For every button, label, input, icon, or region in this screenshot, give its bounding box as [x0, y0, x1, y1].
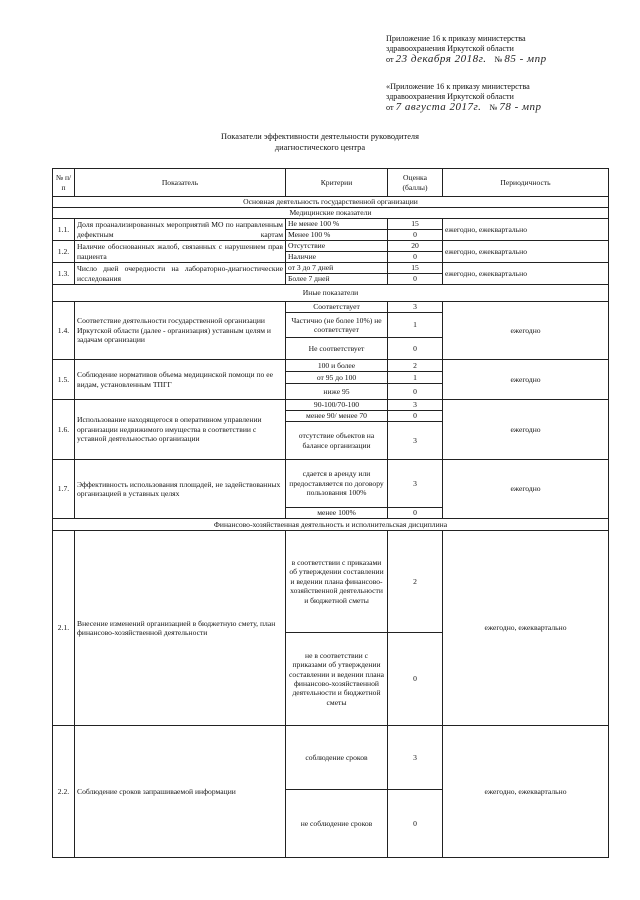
row-2-1-period: ежегодно, ежеквартально	[443, 531, 609, 726]
row-1-2-criterion-1: Отсутствие	[286, 241, 388, 252]
row-1-1-criterion-2: Менее 100 %	[286, 230, 388, 241]
row-1-6-num: 1.6.	[53, 400, 75, 460]
annex2-no: №	[489, 103, 498, 112]
row-1-3-score-1: 15	[388, 263, 443, 274]
row-2-2-score-1: 3	[388, 726, 443, 790]
title-line2: диагностического центра	[274, 143, 366, 152]
row-1-5-score-1: 2	[388, 360, 443, 372]
annex-block-1	[386, 34, 616, 65]
row-1-5-name: Соблюдение нормативов объема медицинской помощи по ее видам, установленным ТПГГ	[75, 360, 286, 400]
annex1-line1: Приложение 16 к приказу министерства	[386, 34, 526, 43]
row-2-1-criterion-1: в соответствии с приказами об утверждении составлении и ведении плана финансово-хозяйственной деятельности и бюджетной сметы	[286, 531, 388, 633]
document-title	[0, 131, 640, 153]
row-1-7-name: Эффективность использования площадей, не задействованных организацией в уставных целях	[75, 460, 286, 519]
annex2-date-handwritten: 7 августа 2017г.	[395, 101, 482, 113]
row-1-3-criterion-2: Более 7 дней	[286, 274, 388, 285]
row-1-5-criterion-2: от 95 до 100	[286, 372, 388, 384]
row-1-4-criterion-1: Соответствует	[286, 302, 388, 313]
row-1-2-score-2: 0	[388, 252, 443, 263]
row-1-5-score-2: 1	[388, 372, 443, 384]
table-row	[53, 460, 609, 508]
row-1-6-name: Использование находящегося в оперативном управлении организации недвижимого имущества в соответствии с уставной деятельностью организации	[75, 400, 286, 460]
table-row	[53, 219, 609, 230]
row-1-5-period: ежегодно	[443, 360, 609, 400]
row-1-1-period: ежегодно, ежеквартально	[443, 219, 609, 241]
row-2-1-score-2: 0	[388, 633, 443, 726]
annex1-from: от	[386, 55, 394, 64]
row-2-2-criterion-1: соблюдение сроков	[286, 726, 388, 790]
row-1-6-criterion-3: отсутствие объектов на балансе организации	[286, 422, 388, 460]
row-1-6-score-2: 0	[388, 411, 443, 422]
annex2-number-handwritten: 78 - мпр	[499, 101, 542, 113]
row-1-5-num: 1.5.	[53, 360, 75, 400]
section-finance: Финансово-хозяйственная деятельность и исполнительская дисциплина	[53, 519, 609, 531]
row-1-7-period: ежегодно	[443, 460, 609, 519]
row-1-2-num: 1.2.	[53, 241, 75, 263]
annex2-line2: здравоохранения Иркутской области	[386, 92, 514, 101]
table-header-row	[53, 169, 609, 197]
row-2-1-num: 2.1.	[53, 531, 75, 726]
row-1-6-score-1: 3	[388, 400, 443, 411]
row-1-4-num: 1.4.	[53, 302, 75, 360]
row-1-3-period: ежегодно, ежеквартально	[443, 263, 609, 285]
row-1-7-score-2: 0	[388, 508, 443, 519]
header-num: № п/п	[53, 169, 75, 197]
row-1-7-num: 1.7.	[53, 460, 75, 519]
row-1-4-score-3: 0	[388, 338, 443, 360]
table-row	[53, 531, 609, 633]
row-1-1-criterion-1: Не менее 100 %	[286, 219, 388, 230]
row-1-1-score-2: 0	[388, 230, 443, 241]
row-1-5-criterion-1: 100 и более	[286, 360, 388, 372]
table-row	[53, 263, 609, 274]
row-1-3-criterion-1: от 3 до 7 дней	[286, 263, 388, 274]
title-line1: Показатели эффективности деятельности руководителя	[221, 132, 419, 141]
row-2-2-criterion-2: не соблюдение сроков	[286, 790, 388, 858]
header-score: Оценка (баллы)	[388, 169, 443, 197]
table-row	[53, 302, 609, 313]
row-1-6-score-3: 3	[388, 422, 443, 460]
row-2-2-num: 2.2.	[53, 726, 75, 858]
table-row	[53, 241, 609, 252]
row-1-6-criterion-2: менее 90/ менее 70	[286, 411, 388, 422]
indicators-table	[52, 168, 609, 858]
row-1-2-criterion-2: Наличие	[286, 252, 388, 263]
row-1-6-criterion-1: 90-100/70-100	[286, 400, 388, 411]
row-1-5-criterion-3: ниже 95	[286, 384, 388, 400]
row-2-2-score-2: 0	[388, 790, 443, 858]
row-1-1-num: 1.1.	[53, 219, 75, 241]
row-1-6-period: ежегодно	[443, 400, 609, 460]
row-1-3-score-2: 0	[388, 274, 443, 285]
row-1-2-period: ежегодно, ежеквартально	[443, 241, 609, 263]
row-2-1-score-1: 2	[388, 531, 443, 633]
section-main: Основная деятельность государственной организации	[53, 197, 609, 208]
table-row	[53, 360, 609, 372]
annex2-line1: «Приложение 16 к приказу министерства	[386, 82, 530, 91]
row-1-2-name: Наличие обоснованных жалоб, связанных с нарушением прав пациента	[75, 241, 286, 263]
row-1-7-score-1: 3	[388, 460, 443, 508]
row-1-5-score-3: 0	[388, 384, 443, 400]
row-2-2-name: Соблюдение сроков запрашиваемой информации	[75, 726, 286, 858]
row-1-1-name: Доля проанализированных мероприятий МО по направленным дефектным картам	[75, 219, 286, 241]
annex-block-2	[386, 82, 616, 113]
annex1-no: №	[494, 55, 503, 64]
header-period: Периодичность	[443, 169, 609, 197]
row-1-4-criterion-2: Частично (не более 10%) не соответствует	[286, 313, 388, 338]
row-1-7-criterion-1: сдается в аренду или предоставляется по договору пользования 100%	[286, 460, 388, 508]
row-1-4-criterion-3: Не соответствует	[286, 338, 388, 360]
row-1-4-period: ежегодно	[443, 302, 609, 360]
row-1-4-name: Соответствие деятельности государственной организации Иркутской области (далее - организация) уставным целям и задачам организации	[75, 302, 286, 360]
annex1-date-handwritten: 23 декабря 2018г.	[395, 53, 487, 65]
row-1-3-name: Число дней очередности на лабораторно-диагностические исследования	[75, 263, 286, 285]
annex1-number-handwritten: 85 - мпр	[504, 53, 547, 65]
row-1-4-score-2: 1	[388, 313, 443, 338]
annex2-from: от	[386, 103, 394, 112]
row-1-3-num: 1.3.	[53, 263, 75, 285]
section-other: Иные показатели	[53, 285, 609, 302]
row-1-2-score-1: 20	[388, 241, 443, 252]
table-row	[53, 726, 609, 790]
header-criteria: Критерии	[286, 169, 388, 197]
row-1-1-score-1: 15	[388, 219, 443, 230]
table-row	[53, 400, 609, 411]
row-2-2-period: ежегодно, ежеквартально	[443, 726, 609, 858]
row-2-1-name: Внесение изменений организацией в бюджетную смету, план финансово-хозяйственной деятельности	[75, 531, 286, 726]
row-1-7-criterion-2: менее 100%	[286, 508, 388, 519]
row-1-4-score-1: 3	[388, 302, 443, 313]
section-medical: Медицинские показатели	[53, 208, 609, 219]
header-indicator: Показатель	[75, 169, 286, 197]
annex1-line2: здравоохранения Иркутской области	[386, 44, 514, 53]
row-2-1-criterion-2: не в соответствии с приказами об утверждении составлении и ведении плана финансово-хозяйственной деятельности и бюджетной сметы	[286, 633, 388, 726]
